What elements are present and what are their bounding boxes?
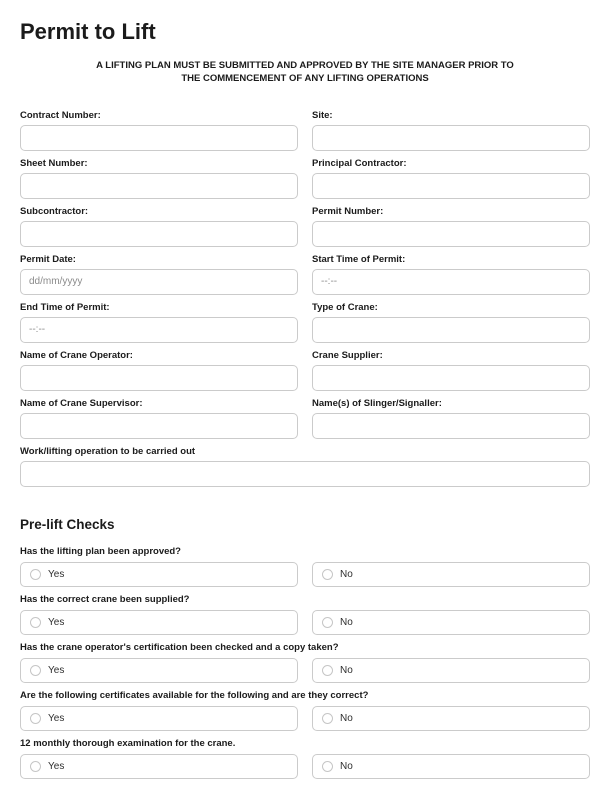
end-time-label: End Time of Permit: <box>20 301 110 313</box>
monthly-examination-no-option[interactable] <box>312 754 590 779</box>
crane-supplier-input[interactable] <box>312 365 590 391</box>
contract-number-label: Contract Number: <box>20 109 101 121</box>
correct-crane-supplied-no-radio[interactable] <box>322 617 333 628</box>
monthly-examination-yes-radio[interactable] <box>30 761 41 772</box>
lifting-plan-approved-yes-radio[interactable] <box>30 569 41 580</box>
question-options <box>20 610 590 635</box>
permit-date-input[interactable] <box>20 269 298 295</box>
field-site <box>312 110 590 151</box>
question-label: Are the following certificates available for the following and are they correct? <box>20 689 369 701</box>
site-input[interactable] <box>312 125 590 151</box>
certificates-available-yes-option[interactable] <box>20 706 298 731</box>
crane-operator-label: Name of Crane Operator: <box>20 349 133 361</box>
contract-number-input[interactable] <box>20 125 298 151</box>
question-options <box>20 658 590 683</box>
field-end-time <box>20 302 298 343</box>
principal-contractor-input[interactable] <box>312 173 590 199</box>
certificates-available-no-option[interactable] <box>312 706 590 731</box>
question-correct-crane-supplied <box>20 594 590 635</box>
field-subcontractor <box>20 206 298 247</box>
warning-line-2: THE COMMENCEMENT OF ANY LIFTING OPERATIONS <box>181 73 429 84</box>
crane-operator-input[interactable] <box>20 365 298 391</box>
end-time-input[interactable] <box>20 317 298 343</box>
field-crane-supervisor <box>20 398 298 439</box>
field-work-operation <box>20 446 590 487</box>
question-lifting-plan-approved <box>20 546 590 587</box>
option-label-no: No <box>340 664 353 676</box>
option-label-no: No <box>340 616 353 628</box>
crane-supplier-label: Crane Supplier: <box>312 349 383 361</box>
start-time-input[interactable] <box>312 269 590 295</box>
question-label: 12 monthly thorough examination for the crane. <box>20 737 236 749</box>
crane-type-input[interactable] <box>312 317 590 343</box>
crane-type-label: Type of Crane: <box>312 301 378 313</box>
page-title: Permit to Lift <box>20 19 156 44</box>
option-label-yes: Yes <box>48 760 65 772</box>
lifting-plan-approved-yes-option[interactable] <box>20 562 298 587</box>
sheet-number-label: Sheet Number: <box>20 157 88 169</box>
site-label: Site: <box>312 109 333 121</box>
field-crane-supplier <box>312 350 590 391</box>
field-principal-contractor <box>312 158 590 199</box>
field-permit-date <box>20 254 298 295</box>
work-operation-input[interactable] <box>20 461 590 487</box>
question-12-monthly-examination <box>20 738 590 779</box>
slinger-signaller-input[interactable] <box>312 413 590 439</box>
lifting-plan-approved-no-option[interactable] <box>312 562 590 587</box>
start-time-label: Start Time of Permit: <box>312 253 406 265</box>
option-label-no: No <box>340 712 353 724</box>
permit-number-input[interactable] <box>312 221 590 247</box>
question-options <box>20 706 590 731</box>
monthly-examination-yes-option[interactable] <box>20 754 298 779</box>
crane-supervisor-input[interactable] <box>20 413 298 439</box>
principal-contractor-label: Principal Contractor: <box>312 157 407 169</box>
field-contract-number <box>20 110 298 151</box>
field-sheet-number <box>20 158 298 199</box>
option-label-no: No <box>340 568 353 580</box>
correct-crane-supplied-yes-option[interactable] <box>20 610 298 635</box>
certificates-available-no-radio[interactable] <box>322 713 333 724</box>
question-certificates-available <box>20 690 590 731</box>
question-label: Has the lifting plan been approved? <box>20 545 181 557</box>
form-fields-grid <box>20 110 590 494</box>
operator-certification-no-radio[interactable] <box>322 665 333 676</box>
operator-certification-no-option[interactable] <box>312 658 590 683</box>
permit-to-lift-form <box>20 0 590 779</box>
option-label-yes: Yes <box>48 712 65 724</box>
question-label: Has the correct crane been supplied? <box>20 593 190 605</box>
question-options <box>20 562 590 587</box>
option-label-yes: Yes <box>48 568 65 580</box>
question-operator-certification-checked <box>20 642 590 683</box>
permit-date-label: Permit Date: <box>20 253 76 265</box>
prelift-checks-heading: Pre-lift Checks <box>20 516 115 532</box>
certificates-available-yes-radio[interactable] <box>30 713 41 724</box>
sheet-number-input[interactable] <box>20 173 298 199</box>
slinger-signaller-label: Name(s) of Slinger/Signaller: <box>312 397 442 409</box>
option-label-yes: Yes <box>48 664 65 676</box>
operator-certification-yes-radio[interactable] <box>30 665 41 676</box>
field-start-time <box>312 254 590 295</box>
option-label-no: No <box>340 760 353 772</box>
question-options <box>20 754 590 779</box>
permit-number-label: Permit Number: <box>312 205 384 217</box>
crane-supervisor-label: Name of Crane Supervisor: <box>20 397 143 409</box>
field-crane-type <box>312 302 590 343</box>
field-permit-number <box>312 206 590 247</box>
question-label: Has the crane operator's certification been checked and a copy taken? <box>20 641 339 653</box>
option-label-yes: Yes <box>48 616 65 628</box>
monthly-examination-no-radio[interactable] <box>322 761 333 772</box>
work-operation-label: Work/lifting operation to be carried out <box>20 445 196 457</box>
operator-certification-yes-option[interactable] <box>20 658 298 683</box>
lifting-plan-approved-no-radio[interactable] <box>322 569 333 580</box>
subcontractor-input[interactable] <box>20 221 298 247</box>
subcontractor-label: Subcontractor: <box>20 205 89 217</box>
warning-notice <box>20 60 590 86</box>
warning-line-1: A LIFTING PLAN MUST BE SUBMITTED AND APPROVED BY THE SITE MANAGER PRIOR TO <box>96 60 514 72</box>
correct-crane-supplied-yes-radio[interactable] <box>30 617 41 628</box>
correct-crane-supplied-no-option[interactable] <box>312 610 590 635</box>
field-crane-operator <box>20 350 298 391</box>
field-slinger-signaller <box>312 398 590 439</box>
